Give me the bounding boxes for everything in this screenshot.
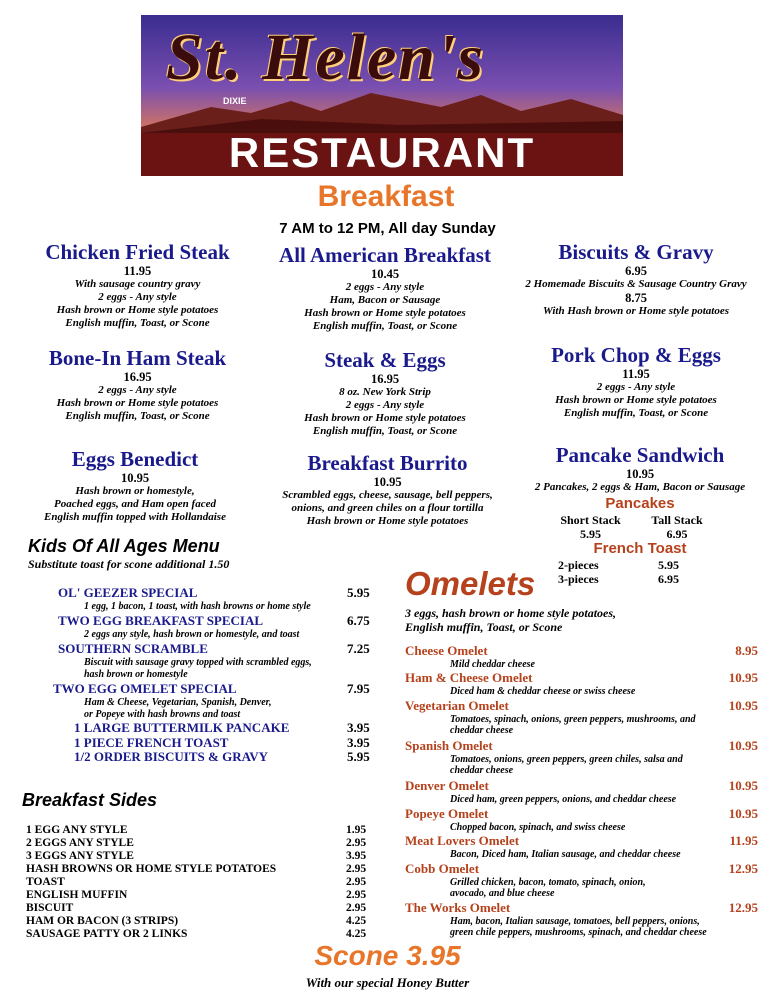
item-desc: Hash brown or Home style potatoes [56,304,219,316]
kids-item-price: 7.25 [347,641,370,656]
kids-item-price: 3.95 [347,735,370,750]
omelet-desc: Grilled chicken, bacon, tomato, spinach, onion, [450,877,646,888]
omelet-desc: Ham, bacon, Italian sausage, tomatoes, bell peppers, onions, [450,916,700,927]
item-desc: 2 eggs - Any style [98,291,177,303]
logo-name: St. Helen's [166,21,486,94]
item-price: 10.95 [120,471,150,485]
omelet-desc: cheddar cheese [450,765,514,776]
kids-item-desc: 1 egg, 1 bacon, 1 toast, with hash browns or home style [84,601,311,612]
hours: 7 AM to 12 PM, All day Sunday [279,220,496,237]
page-title: Breakfast [317,180,455,213]
omelet-desc: Bacon, Diced ham, Italian sausage, and cheddar cheese [450,849,681,860]
omelet-name: Ham & Cheese Omelet [405,670,533,685]
item-chicken-fried-steak [0,240,275,330]
omelet-desc: Diced ham & cheddar cheese or swiss cheese [450,686,636,697]
pancake-label: Short Stack [560,513,621,527]
item-price: 8.75 [625,291,647,305]
kids-item-name: SOUTHERN SCRAMBLE [58,641,208,656]
omelet-name: Cobb Omelet [405,861,480,876]
item-steak-eggs [255,348,515,438]
side-price: 2.95 [346,837,367,849]
french-toast-price: 5.95 [658,558,679,572]
item-desc: With sausage country gravy [74,278,201,290]
omelet-name: Spanish Omelet [405,738,493,753]
kids-item-price: 6.75 [347,613,370,628]
kids-menu-note: Substitute toast for scone additional 1.50 [28,557,230,571]
item-all-american-breakfast [255,243,515,333]
item-desc: English muffin topped with Hollandaise [44,511,226,523]
pancakes-tall-stack [638,513,716,541]
item-desc: Hash brown or Home style potatoes [56,397,219,409]
item-desc: Hash brown or Home style potatoes [304,307,466,319]
kids-item-desc: Biscuit with sausage gravy topped with scrambled eggs, [84,657,312,668]
side-price: 4.25 [346,915,367,927]
item-desc: 2 eggs - Any style [596,381,676,393]
omelet-price: 11.95 [729,833,758,848]
pancakes-short-stack [548,513,633,541]
item-title: Pork Chop & Eggs [551,343,721,367]
omelet-desc: Chopped bacon, spinach, and swiss cheese [450,822,626,833]
omelets-intro: English muffin, Toast, or Scone [405,620,563,634]
omelet-name: Cheese Omelet [405,643,488,658]
side-price: 1.95 [346,824,367,836]
omelet-price: 10.95 [728,698,758,713]
side-name: 2 EGGS ANY STYLE [26,837,134,849]
omelet-desc: green chile peppers, mushrooms, spinach, and cheddar cheese [450,927,707,938]
french-toast-price: 6.95 [658,572,679,586]
side-name: TOAST [26,876,65,888]
omelets-intro: 3 eggs, hash brown or home style potatoes, [405,606,617,620]
side-price: 4.25 [346,928,367,940]
item-desc: Hash brown or Home style potatoes [306,515,469,527]
omelet-name: Vegetarian Omelet [405,698,509,713]
item-price: 10.95 [625,467,655,481]
omelet-desc: Diced ham, green peppers, onions, and cheddar cheese [450,794,677,805]
item-biscuits-gravy [500,240,772,318]
item-price: 16.95 [123,370,152,384]
side-name: ENGLISH MUFFIN [26,889,128,901]
item-price: 11.95 [123,264,152,278]
scone-title: Scone 3.95 [314,940,461,971]
logo-restaurant-word: RESTAURANT [228,129,536,176]
item-desc: English muffin, Toast, or Scone [312,320,458,332]
item-pancake-sandwich [505,443,775,494]
omelet-name: The Works Omelet [405,900,511,915]
item-price: 10.45 [370,267,400,281]
item-title: Breakfast Burrito [307,451,468,475]
omelet-price: 12.95 [728,861,758,876]
item-title: Bone-In Ham Steak [48,346,227,370]
item-price: 11.95 [622,367,650,381]
kids-item-name: 1 PIECE FRENCH TOAST [74,735,229,750]
kids-item-price: 5.95 [347,749,370,764]
item-desc: 8 oz. New York Strip [339,386,431,398]
item-desc: Hash brown or Home style potatoes [304,412,466,424]
omelet-price: 10.95 [728,670,758,685]
kids-item-price: 3.95 [347,720,370,735]
item-title: Pancake Sandwich [555,443,725,467]
side-price: 2.95 [346,889,367,901]
side-name: BISCUIT [26,902,74,914]
kids-item-desc: or Popeye with hash browns and toast [84,709,241,720]
item-desc: 2 eggs - Any style [345,281,425,293]
item-desc: Poached eggs, and Ham open faced [54,498,216,510]
item-desc: Hash brown or homestyle, [75,485,195,497]
scone-subtitle: With our special Honey Butter [305,975,470,990]
item-pork-chop-eggs [500,343,772,420]
omelet-name: Denver Omelet [405,778,489,793]
item-desc: English muffin, Toast, or Scone [65,410,210,422]
omelet-desc: Mild cheddar cheese [450,659,535,670]
logo-dixie: DIXIE [223,96,247,106]
kids-item-price: 7.95 [347,681,370,696]
item-desc: Scrambled eggs, cheese, sausage, bell peppers, [282,489,493,501]
omelets-title: Omelets [405,565,536,602]
pancakes-title: Pancakes [605,495,675,512]
item-price: 16.95 [370,372,400,386]
pancake-price: 6.95 [666,527,688,541]
item-desc: Hash brown or Home style potatoes [555,394,717,406]
restaurant-logo [141,15,623,176]
french-toast-label: 3-pieces [558,572,599,586]
kids-item-name: TWO EGG OMELET SPECIAL [53,681,237,696]
side-name: 3 EGGS ANY STYLE [26,850,134,862]
side-price: 3.95 [346,850,367,862]
kids-item-name: 1 LARGE BUTTERMILK PANCAKE [74,720,290,735]
item-desc: 2 eggs - Any style [345,399,425,411]
omelet-price: 10.95 [728,738,758,753]
omelet-desc: Tomatoes, onions, green peppers, green chiles, salsa and [450,754,683,765]
side-name: 1 EGG ANY STYLE [26,824,128,836]
side-price: 2.95 [346,863,367,875]
french-toast-label: 2-pieces [558,558,599,572]
item-desc: English muffin, Toast, or Scone [312,425,458,437]
side-name: HAM OR BACON (3 STRIPS) [26,915,179,927]
item-breakfast-burrito [255,451,520,528]
kids-item-desc: hash brown or homestyle [84,669,188,680]
side-price: 2.95 [346,876,367,888]
kids-item-desc: Ham & Cheese, Vegetarian, Spanish, Denver, [84,697,272,708]
omelet-price: 8.95 [735,643,758,658]
side-name: HASH BROWNS OR HOME STYLE POTATOES [26,863,277,875]
omelet-name: Popeye Omelet [405,806,489,821]
french-toast-title: French Toast [593,540,687,557]
omelet-desc: cheddar cheese [450,725,514,736]
item-desc: Ham, Bacon or Sausage [329,294,441,306]
item-desc: onions, and green chiles on a flour tortilla [291,502,484,514]
sides-title: Breakfast Sides [22,790,158,810]
item-title: Eggs Benedict [71,447,199,471]
item-desc: 2 Pancakes, 2 eggs & Ham, Bacon or Sausage [534,481,746,493]
item-desc: 2 Homemade Biscuits & Sausage Country Gravy [525,278,747,290]
item-title: Chicken Fried Steak [45,240,230,264]
item-title: Biscuits & Gravy [558,240,714,264]
omelet-name: Meat Lovers Omelet [405,833,520,848]
side-price: 2.95 [346,902,367,914]
item-price: 10.95 [373,475,402,489]
omelet-price: 12.95 [728,900,758,915]
omelet-price: 10.95 [728,778,758,793]
omelet-price: 10.95 [728,806,758,821]
kids-item-price: 5.95 [347,585,370,600]
item-eggs-benedict [0,447,270,524]
kids-item-name: OL' GEEZER SPECIAL [58,585,198,600]
kids-item-name: 1/2 ORDER BISCUITS & GRAVY [74,749,269,764]
pancake-price: 5.95 [580,527,601,541]
omelet-desc: Tomatoes, spinach, onions, green peppers, mushrooms, and [450,714,696,725]
item-desc: English muffin, Toast, or Scone [65,317,210,329]
pancake-label: Tall Stack [651,513,703,527]
omelet-desc: avocado, and blue cheese [450,888,555,899]
item-price: 6.95 [625,264,647,278]
item-bone-in-ham-steak [0,346,275,423]
item-desc: With Hash brown or Home style potatoes [542,305,729,317]
kids-item-desc: 2 eggs any style, hash brown or homestyle, and toast [84,629,300,640]
item-desc: English muffin, Toast, or Scone [563,407,709,419]
item-title: Steak & Eggs [324,348,446,372]
side-name: SAUSAGE PATTY OR 2 LINKS [26,928,188,940]
kids-menu-title: Kids Of All Ages Menu [28,536,220,556]
item-desc: 2 eggs - Any style [98,384,177,396]
kids-item-name: TWO EGG BREAKFAST SPECIAL [58,613,264,628]
item-title: All American Breakfast [279,243,491,267]
